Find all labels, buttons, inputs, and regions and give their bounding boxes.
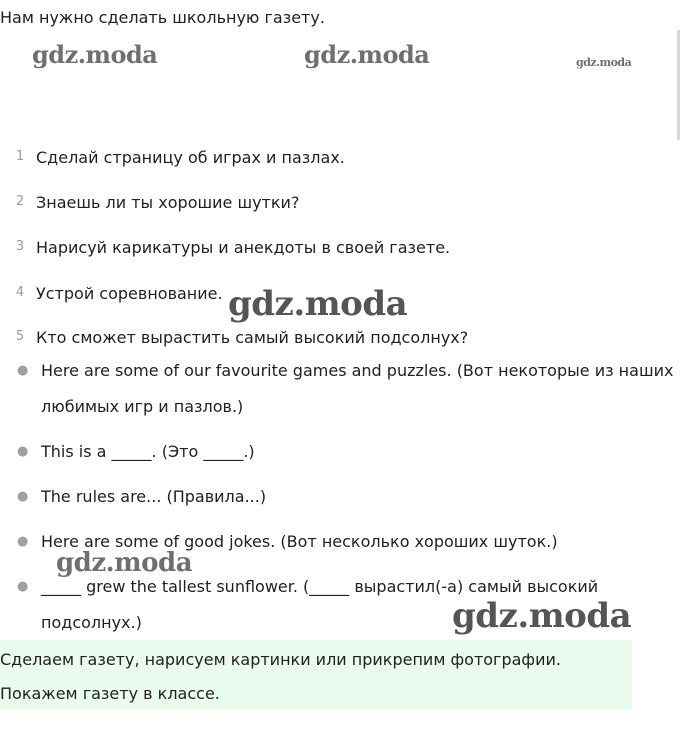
highlight-note	[0, 640, 632, 710]
item-number: 2	[15, 194, 25, 209]
item-number: 5	[15, 329, 25, 344]
item-number: 3	[15, 239, 25, 254]
bullet-line: _____ grew the tallest sunflower. (_____ вырастил(-а) самый высокий	[41, 577, 599, 596]
bullet-icon: ●	[17, 579, 29, 594]
bullet-line: любимых игр и пазлов.)	[41, 397, 244, 416]
bullet-item	[41, 353, 680, 425]
watermark-logo: gdz.moda	[56, 548, 193, 578]
bullet-line: This is a _____. (Это _____.)	[41, 442, 255, 461]
watermark-logo: gdz.moda	[304, 40, 430, 69]
item-number: 4	[15, 285, 25, 300]
bullet-line: подсолнух.)	[41, 613, 142, 632]
watermark-logo: gdz.moda	[228, 284, 408, 324]
item-number: 1	[15, 149, 25, 164]
watermark-logo: gdz.moda	[576, 56, 632, 69]
item-text: Устрой соревнование.	[36, 284, 223, 303]
item-text: Кто сможет вырастить самый высокий подсолнух?	[36, 328, 469, 347]
note-line: Покажем газету в классе.	[0, 684, 220, 703]
bullet-line: The rules are... (Правила...)	[41, 487, 267, 506]
intro-text: Нам нужно сделать школьную газету.	[0, 8, 325, 27]
watermark-logo: gdz.moda	[32, 40, 158, 69]
item-text: Сделай страницу об играх и пазлах.	[36, 148, 345, 167]
bullet-item	[41, 434, 680, 470]
bullet-icon: ●	[17, 534, 29, 549]
bullet-icon: ●	[17, 444, 29, 459]
bullet-line: Here are some of our favourite games and puzzles. (Вот некоторые из наших	[41, 361, 674, 380]
bullet-icon: ●	[17, 363, 29, 378]
item-text: Знаешь ли ты хорошие шутки?	[36, 193, 300, 212]
bullet-icon: ●	[17, 489, 29, 504]
note-line: Сделаем газету, нарисуем картинки или прикрепим фотографии.	[0, 650, 561, 669]
watermark-logo: gdz.moda	[452, 596, 632, 636]
bullet-item	[41, 479, 680, 515]
item-text: Нарисуй карикатуры и анекдоты в своей газете.	[36, 238, 451, 257]
bullet-line: Here are some of good jokes. (Вот несколько хороших шуток.)	[41, 532, 558, 551]
